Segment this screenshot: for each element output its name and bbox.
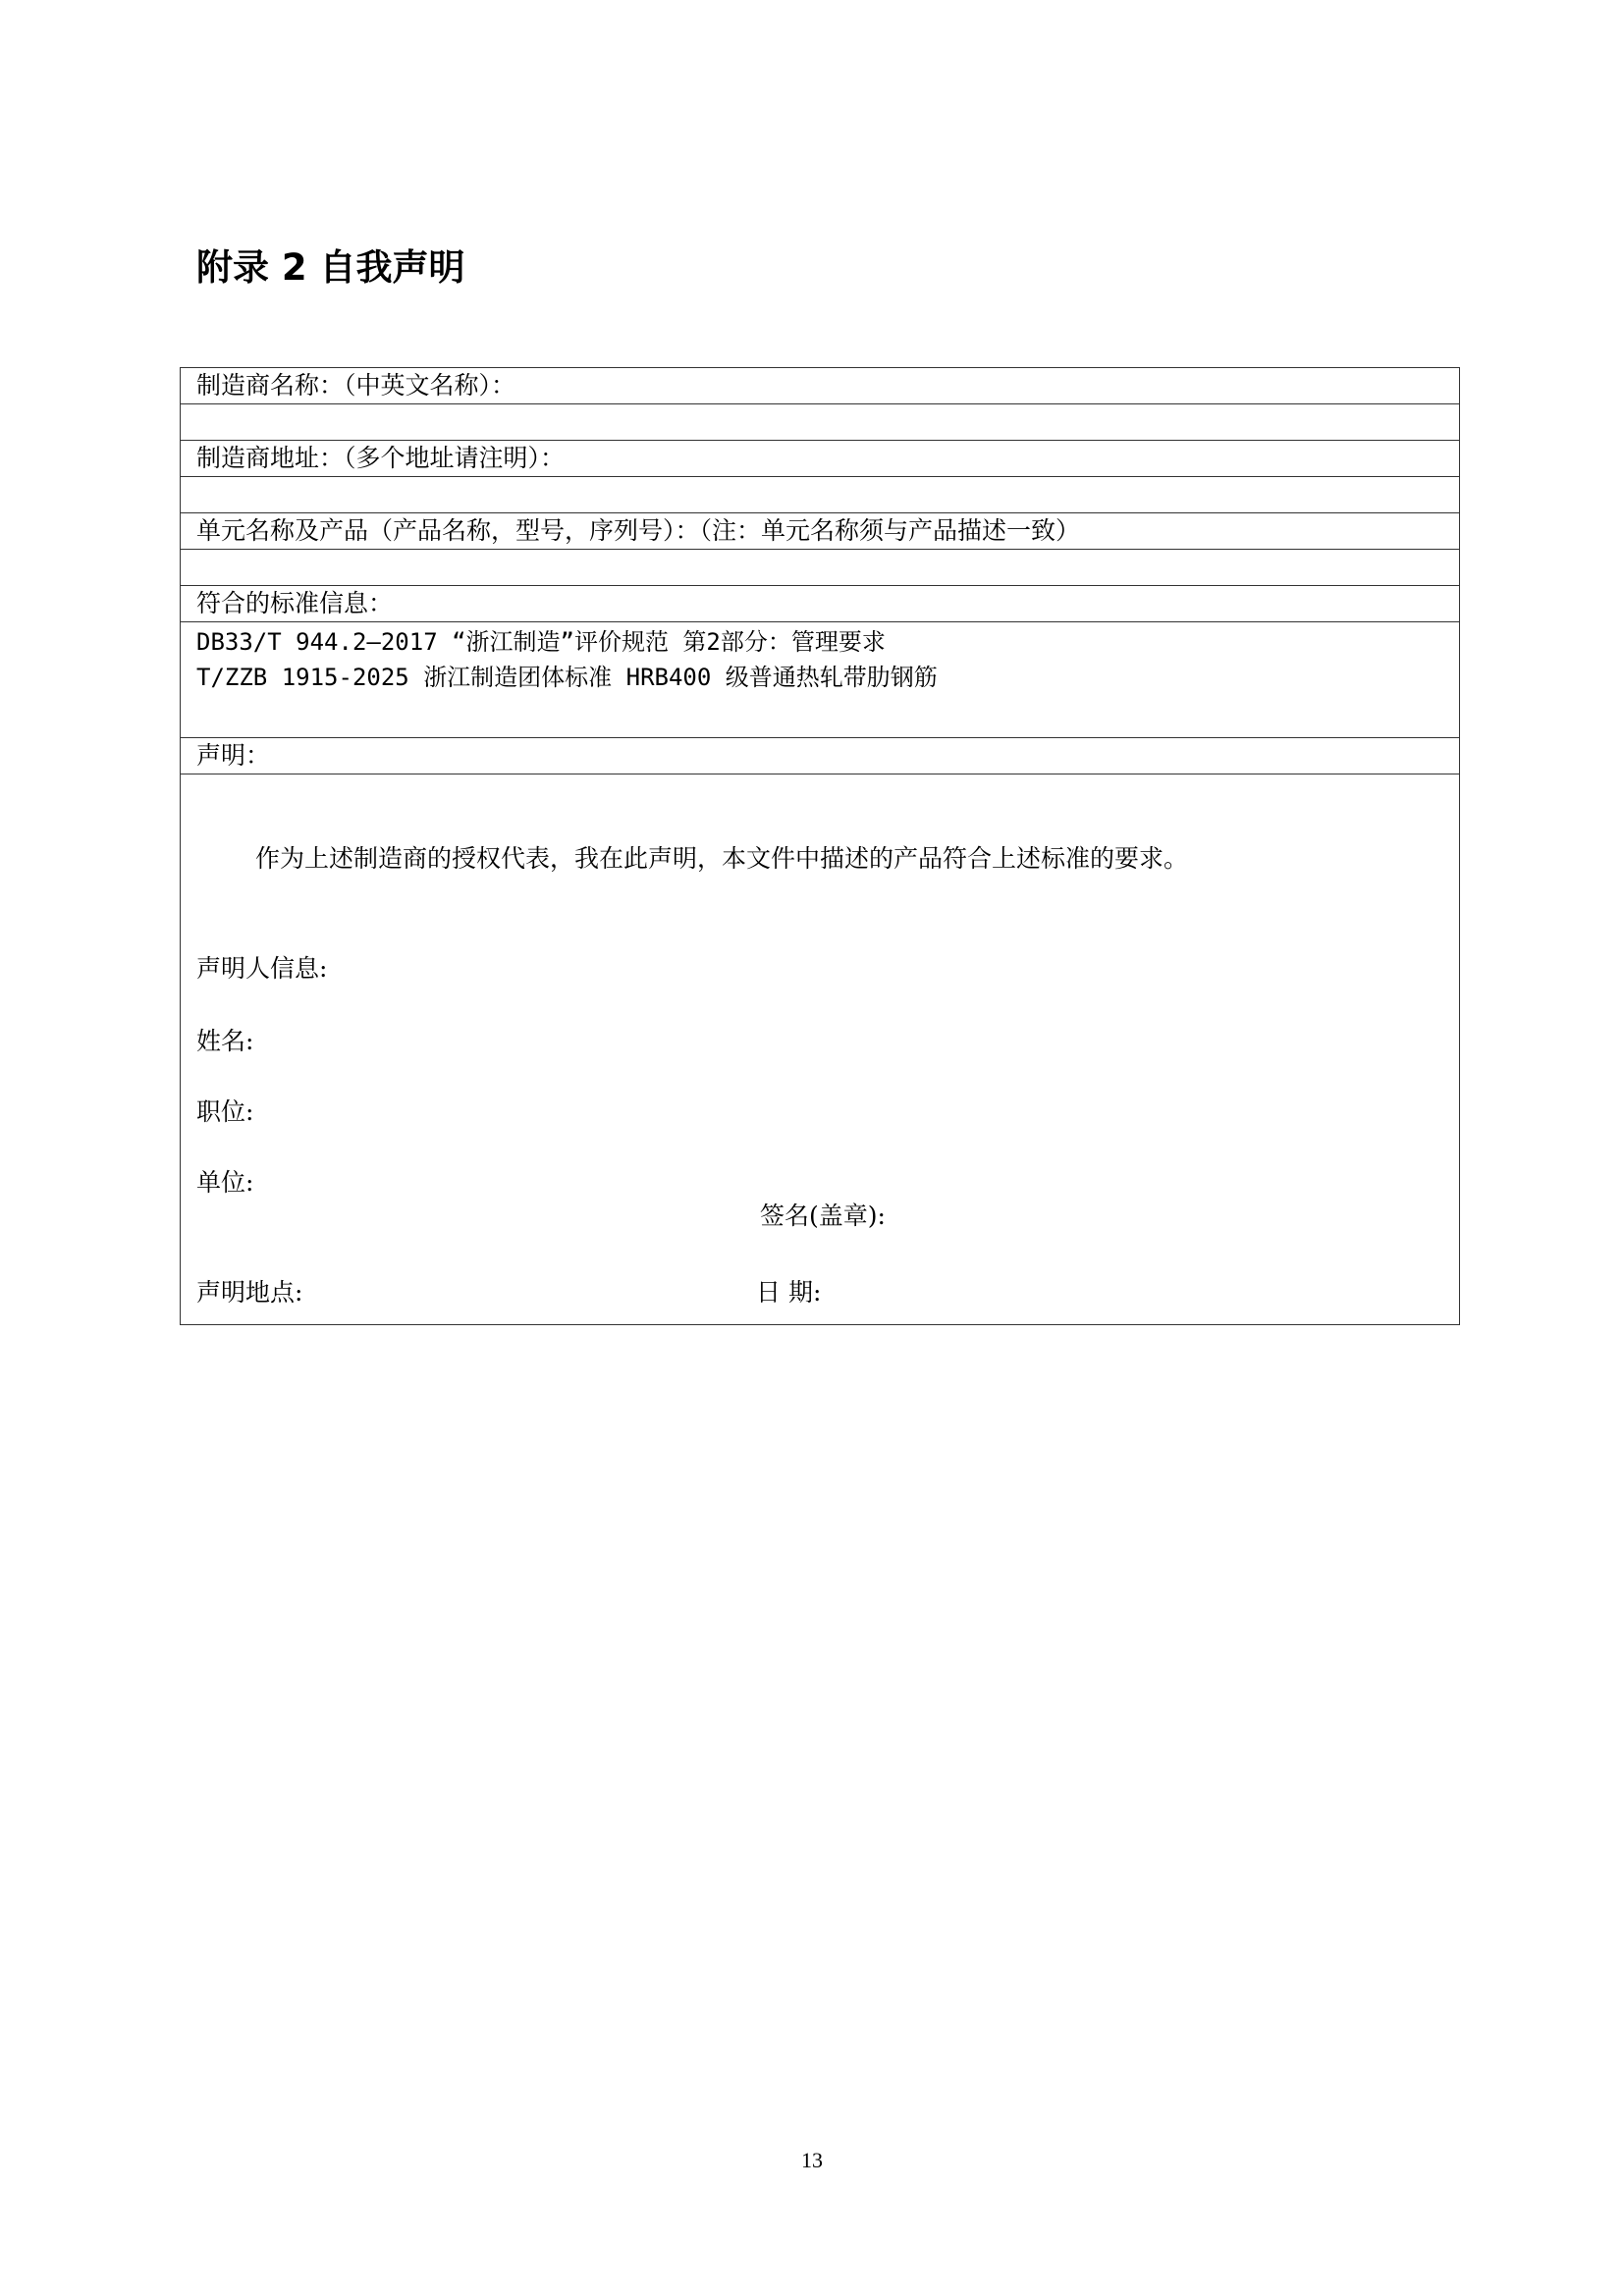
table-row (181, 586, 1460, 622)
table-row (181, 368, 1460, 404)
standards-label: 符合的标准信息： (181, 586, 1460, 622)
page-title: 附录 2 自我声明 (196, 246, 465, 289)
date-field-label: 日 期: (756, 1278, 822, 1307)
position-field-label: 职位: (196, 1097, 254, 1126)
table-row (181, 738, 1460, 774)
standards-list (181, 622, 1460, 738)
manufacturer-name-field[interactable] (181, 404, 1460, 441)
declaration-statement: 作为上述制造商的授权代表，我在此声明，本文件中描述的产品符合上述标准的要求。 (255, 844, 1189, 873)
manufacturer-address-field[interactable] (181, 477, 1460, 513)
table-row (181, 404, 1460, 441)
unit-field-label: 单位: (196, 1168, 254, 1197)
table-row (181, 622, 1460, 738)
manufacturer-name-label: 制造商名称：（中英文名称）： (181, 368, 1460, 404)
name-field-label: 姓名: (196, 1027, 254, 1055)
place-field-label: 声明地点: (196, 1278, 303, 1307)
standard-item: DB33/T 944.2—2017 “浙江制造”评价规范 第2部分：管理要求 (196, 628, 886, 656)
standard-item: T/ZZB 1915-2025 浙江制造团体标准 HRB400 级普通热轧带肋钢筋 (196, 664, 938, 691)
signature-field-label: 签名(盖章): (760, 1201, 886, 1230)
unit-product-field[interactable] (181, 550, 1460, 586)
table-row (181, 441, 1460, 477)
declaration-label: 声明： (181, 738, 1460, 774)
declarant-info-title: 声明人信息: (196, 954, 328, 983)
unit-product-label: 单元名称及产品（产品名称，型号，序列号）：（注：单元名称须与产品描述一致） (181, 513, 1460, 550)
table-row (181, 774, 1460, 1325)
declaration-form-table (180, 367, 1460, 1325)
table-row (181, 477, 1460, 513)
declaration-body (181, 774, 1460, 1325)
manufacturer-address-label: 制造商地址：（多个地址请注明）： (181, 441, 1460, 477)
table-row (181, 550, 1460, 586)
table-row (181, 513, 1460, 550)
page-number: 13 (801, 2148, 823, 2172)
